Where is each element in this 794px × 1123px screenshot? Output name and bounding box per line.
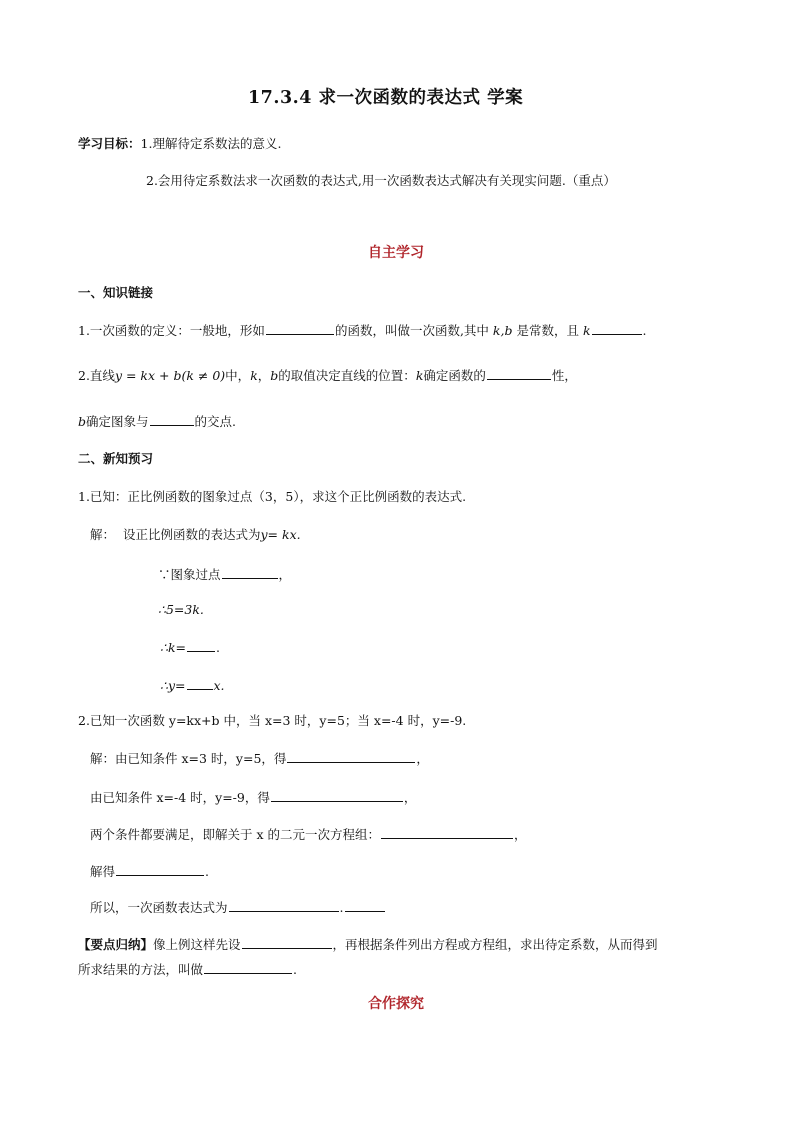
q2-var-k2: k [415, 368, 424, 383]
solution-formula: y= kx. [260, 527, 301, 542]
step1-text: ∵图象过点 [158, 567, 221, 582]
summary-label: 【要点归纳】 [78, 937, 154, 952]
objective-item-1: 1.理解待定系数法的意义. [140, 136, 282, 151]
solution-2-line-2 [90, 789, 416, 805]
q3-var-b: b [78, 414, 87, 429]
solution-2-line-3 [90, 826, 527, 842]
blank-equation-1[interactable] [287, 750, 415, 763]
blank-point[interactable] [222, 566, 278, 579]
line3-end: ， [514, 827, 527, 842]
q1-text-c: 是常数，且 [516, 323, 579, 338]
q1-text-a: 1.一次函数的定义：一般地，形如 [78, 323, 265, 338]
q2-text-e: 性， [551, 368, 577, 383]
preview-problem-2: 2.已知一次函数 y=kx+b 中，当 x=3 时，y=5；当 x=-4 时，y=-9. [78, 713, 467, 728]
preview-problem-1: 1.已知：正比例函数的图象过点（3，5），求这个正比例函数的表达式. [78, 489, 467, 504]
blank-axis[interactable] [150, 413, 194, 426]
solution-label: 解： [90, 527, 116, 542]
q2-var-k: k [250, 368, 258, 383]
q1-var-k: k [582, 323, 591, 338]
summary-text-c: 所求结果的方法，叫做 [78, 962, 204, 977]
summary-line-2 [78, 961, 297, 977]
blank-form[interactable] [266, 322, 334, 335]
summary-text-a: 像上例这样先设 [153, 937, 241, 952]
q2-text-b: 中， [225, 368, 251, 383]
line2-end: ， [403, 790, 417, 805]
blank-k-condition[interactable] [592, 322, 642, 335]
line1-end: ， [416, 751, 429, 766]
q3-text-c: 的交点. [194, 414, 237, 429]
line5-text: 所以，一次函数表达式为 [90, 900, 228, 915]
solution-2-line-1 [90, 750, 429, 766]
section-cooperation: 合作探究 [368, 996, 424, 1012]
blank-setup[interactable] [242, 936, 332, 949]
blank-monotonicity[interactable] [487, 367, 551, 380]
blank-expression-tail[interactable] [345, 899, 385, 912]
line1-text: 解：由已知条件 x=3 时，y=5，得 [90, 751, 287, 766]
blank-coefficient[interactable] [187, 677, 213, 690]
page-title: 17.3.4 求一次函数的表达式 学案 [248, 88, 524, 108]
blank-system[interactable] [381, 826, 513, 839]
solution-2-line-5 [90, 899, 386, 915]
objective-item-2: 2.会用待定系数法求一次函数的表达式,用一次函数表达式解决有关现实问题.（重点） [146, 173, 616, 188]
objectives-label: 学习目标： [78, 136, 141, 151]
line3-text: 两个条件都要满足，即解关于 x 的二元一次方程组： [90, 827, 380, 842]
q2-text-d: 确定函数的 [423, 368, 486, 383]
line2-text: 由已知条件 x=-4 时，y=-9，得 [90, 790, 270, 805]
q2-formula: y = kx + b(k ≠ 0) [114, 368, 226, 383]
q1-text-b: 的函数，叫做一次函数,其中 [334, 323, 489, 338]
solution-1-step-3 [160, 639, 220, 655]
summary-line-1 [78, 936, 658, 952]
step4-end: x. [213, 678, 225, 693]
step3-end: . [216, 640, 220, 655]
part2-heading: 二、新知预习 [78, 451, 154, 466]
solution-1-intro [90, 527, 301, 542]
line5-dot: . [339, 900, 344, 915]
q2-sep: ， [257, 368, 271, 383]
q2-text-a: 2.直线 [78, 368, 115, 383]
solution-text: 设正比例函数的表达式为 [122, 527, 261, 542]
learning-objectives-1 [78, 136, 281, 151]
q2-text-c: 的取值决定直线的位置： [278, 368, 416, 383]
section-self-study: 自主学习 [368, 245, 424, 261]
blank-k-value[interactable] [187, 639, 215, 652]
summary-end: . [293, 962, 297, 977]
q3-text-a: 确定图象与 [86, 414, 149, 429]
part1-heading: 一、知识链接 [78, 285, 154, 300]
blank-solution[interactable] [116, 863, 204, 876]
solution-2-line-4 [90, 863, 209, 879]
step1-end: ， [278, 567, 292, 582]
q1-end: . [642, 323, 647, 338]
blank-method-name[interactable] [204, 961, 292, 974]
line4-end: . [205, 864, 209, 879]
q1-var-kb: k,b [492, 323, 513, 338]
blank-expression[interactable] [229, 899, 339, 912]
line4-text: 解得 [90, 864, 116, 879]
blank-equation-2[interactable] [271, 789, 403, 802]
summary-text-b: ，再根据条件列出方程或方程组，求出待定系数，从而得到 [332, 937, 658, 952]
solution-1-step-1 [158, 566, 291, 582]
question-2 [78, 367, 577, 383]
solution-1-step-4 [160, 677, 225, 693]
question-2-continued [78, 413, 236, 429]
q2-var-b: b [270, 368, 279, 383]
step3-text: ∴k= [160, 640, 187, 655]
solution-1-step-2: ∴5=3k. [158, 602, 204, 617]
question-1 [78, 322, 647, 338]
step4-text: ∴y= [160, 678, 186, 693]
